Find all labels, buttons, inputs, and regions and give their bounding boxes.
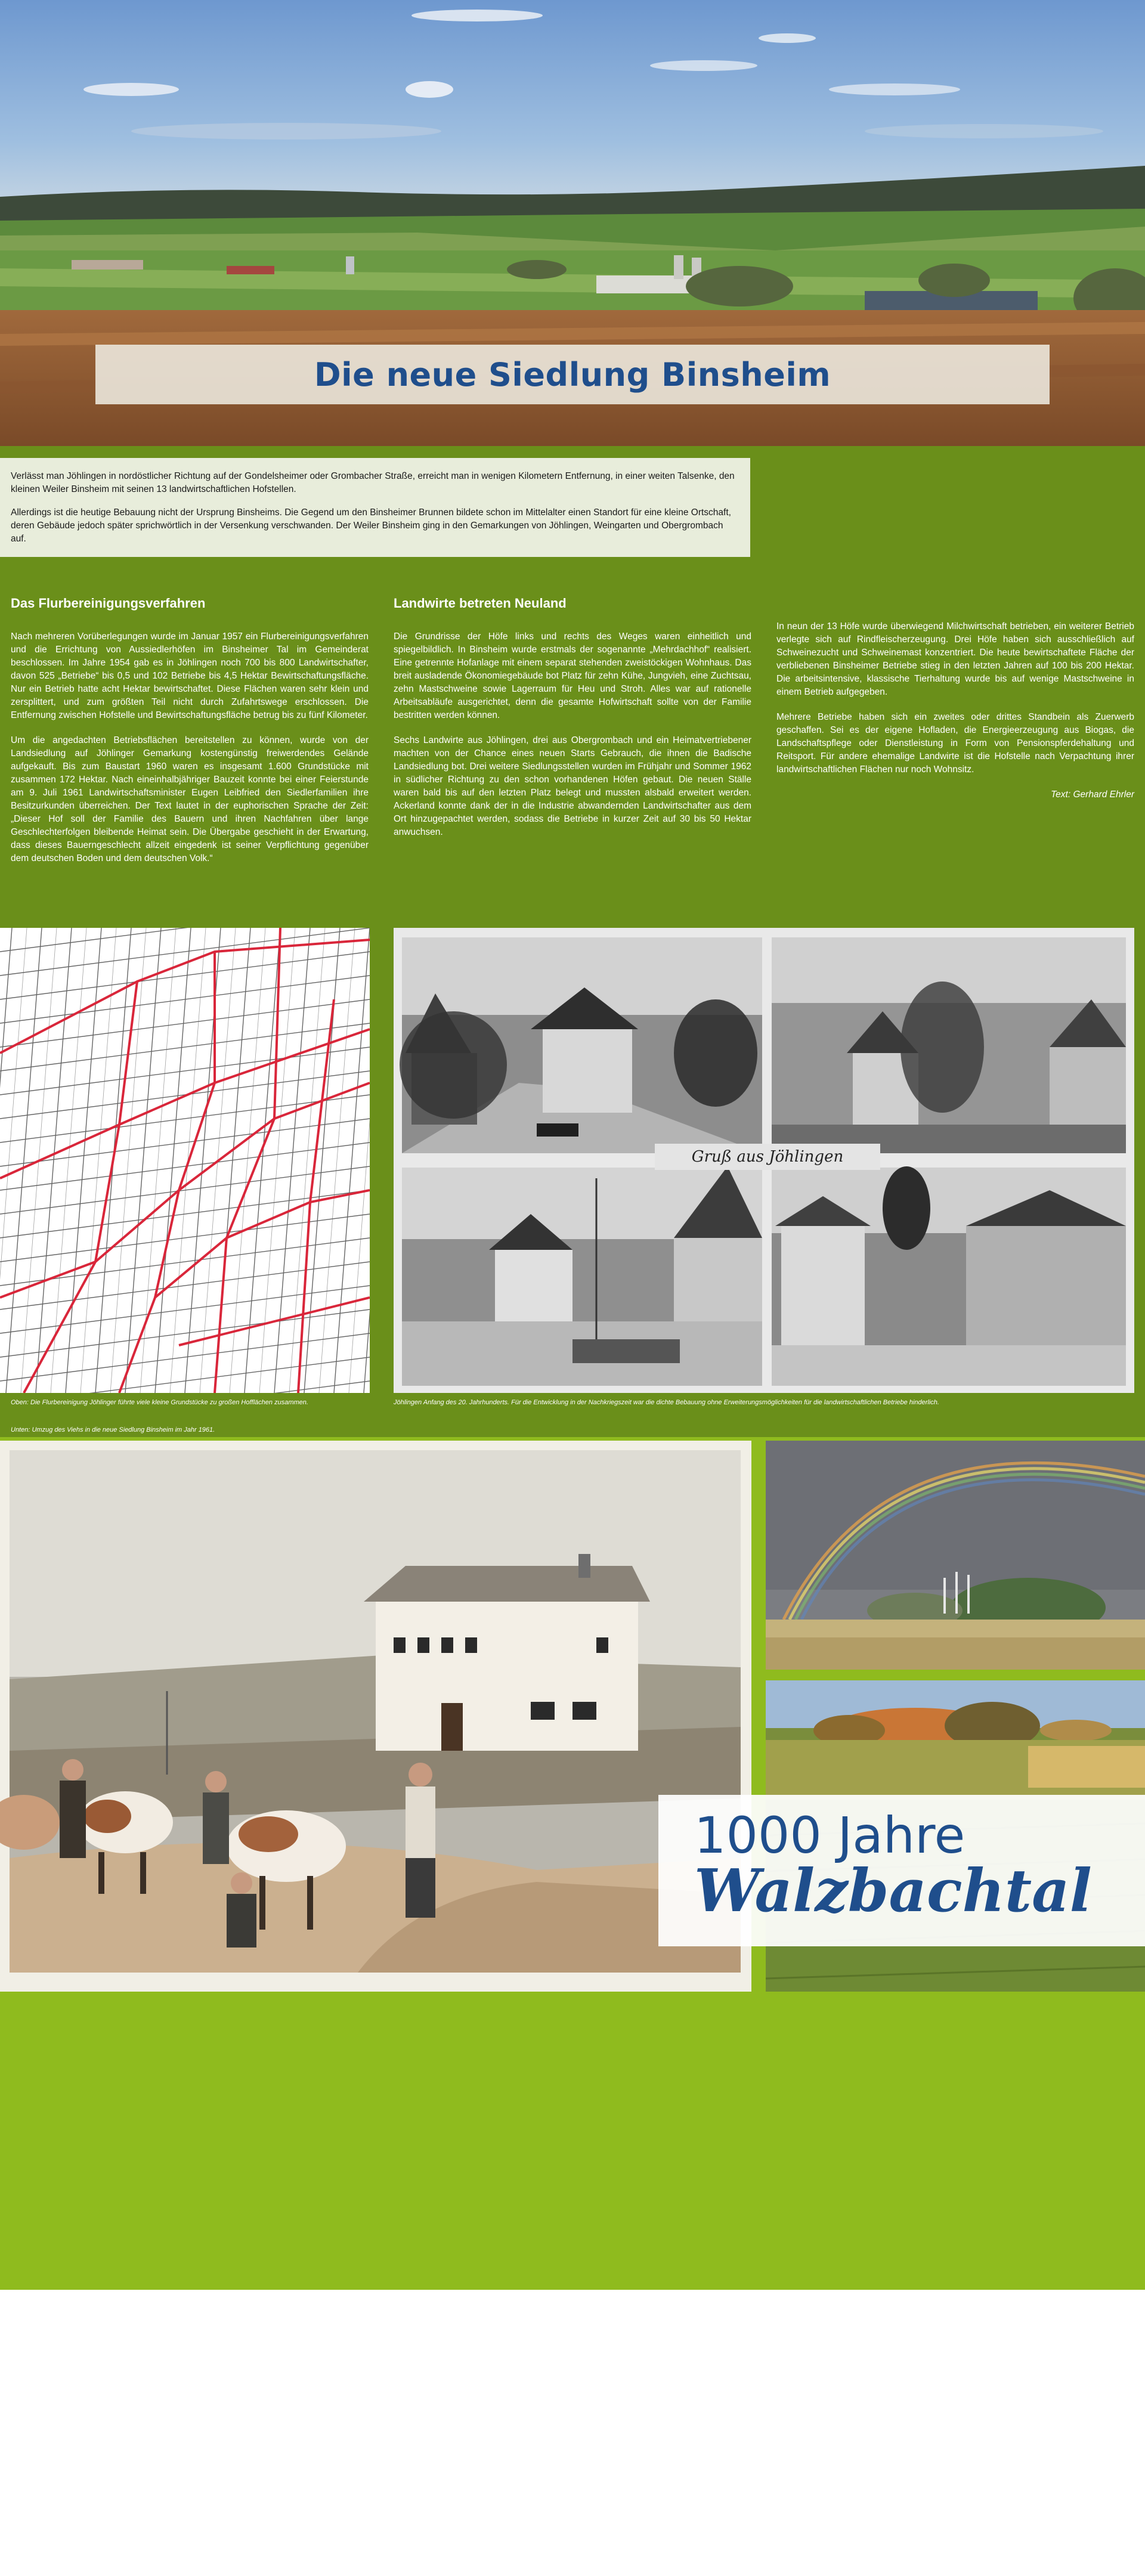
- title-band: [95, 345, 1050, 404]
- page-footer-blank: [0, 2290, 1145, 2576]
- column-2-heading: Landwirte betreten Neuland: [394, 596, 567, 611]
- anniversary-logo: [658, 1795, 1145, 1946]
- column-2-paragraph-2: Sechs Landwirte aus Jöhlingen, drei aus Obergrombach und ein Heimatvertriebener machten von der Chance eines neuen Starts Gebrauch, die ihnen die Badische Landsiedlung bot. Drei weitere Siedlungsstellen wurden im Frühjahr und Sommer 1962 in südlicher Richtung zu den schon vorhandenen Höfen gebaut. Die neuen Ställe waren bald bis auf den letzten Platz belegt und mussten alsbald erweitert werden. Ackerland konnte dank der in die Industrie abwandernden Landwirtschafter aus dem Ort hinzugepachtet werden, sodass die Betriebe in kurzer Zeit auf 30 bis 50 Hektar anwuchsen.: [394, 735, 751, 838]
- column-1-paragraph-2: Um die angedachten Betriebsflächen bereitstellen zu können, wurde von der Landsiedlung auf Jöhlinger Gemarkung kostengünstig freiwerdendes Gelände aufgekauft. Bis zum Baustart 1960 waren es insgesamt 1.600 Grundstücke mit zusammen 172 Hektar. Nach eineinhalbjähriger Bauzeit konnte bei einer Feierstunde am 9. Juli 1961 Landwirtschaftsminister Eugen Leibfried den Siedlerfamilien ihre Besitzurkunden überreichen. Der Text lautet in der euphorischen Sprache der Zeit: „Dieser Hof soll der Familie des Bauern und ihren Nachfahren über lange Geschlechterfolgen bleibende Heimat sein. Die Übergabe geschieht in der Erwartung, dass dieses Bauerngeschlecht allzeit eingedenk ist seiner Verpflichtung gegenüber dem deutschen Boden und dem deutschen Volk.“: [11, 735, 369, 864]
- map-caption: Oben: Die Flurbereinigung Jöhlinger führte viele kleine Grundstücke zu großen Hofflächen zusammen.: [11, 1399, 308, 1406]
- postcard-caption: Jöhlingen Anfang des 20. Jahrhunderts. Für die Entwicklung in der Nachkriegszeit war die dichte Bebauung ohne Erweiterungsmöglichkeiten für die landwirtschaftlichen Betriebe hinderlich.: [394, 1399, 939, 1406]
- anniversary-logo-name: Walzbachtal: [694, 1857, 1092, 1925]
- oxen-move-photo: [0, 1441, 751, 1992]
- column-flurbereinigung: [11, 594, 369, 877]
- rainbow-landscape-photo: [766, 1441, 1145, 1670]
- column-1-heading: Das Flurbereinigungsverfahren: [11, 596, 206, 611]
- column-3-paragraph-1: In neun der 13 Höfe wurde überwiegend Milchwirtschaft betrieben, ein weiterer Betrieb verlegte sich auf Rindfleischerzeugung. Drei Höfe haben sich ausschließlich auf Schweinezucht und Schweinemast konzentriert. Die heute bewirtschaftete Fläche der verbliebenen Binsheimer Betriebe stieg in den letzten Jahren auf 100 bis 200 Hektar. Die arbeitsintensive, klassische Tierhaltung wurde bis auf wenige Mastschweine in einem Betrieb aufgegeben.: [776, 621, 1134, 697]
- oxen-photo-caption: Unten: Umzug des Viehs in die neue Siedlung Binsheim im Jahr 1961.: [11, 1426, 215, 1433]
- anniversary-logo-years: 1000 Jahre: [694, 1806, 965, 1865]
- intro-paragraph-1: Verlässt man Jöhlingen in nordöstlicher Richtung auf der Gondelsheimer oder Grombacher Straße, erreicht man in wenigen Kilometern Entfernung, in einer weiten Talsenke, den kleinen Weiler Binsheim mit seinen 13 landwirtschaftlichen Hofstellen.: [11, 471, 735, 494]
- postcard-greeting-label: Gruß aus Jöhlingen: [655, 1144, 880, 1170]
- cadastral-map-image: [0, 928, 370, 1393]
- text-credit: Text: Gerhard Ehrler: [1051, 789, 1134, 800]
- column-betriebe: [776, 620, 1134, 813]
- column-3-paragraph-2: Mehrere Betriebe haben sich ein zweites oder drittes Standbein als Zuerwerb geschaffen. Sei es der eigene Hofladen, die Energieerzeugung aus Biogas, die Landschaftspflege oder Dienstleistung in Form von Pensionspferdehaltung und Reitsport. Für andere ehemalige Landwirte ist die Hofstelle nach Verpachtung ihrer landwirtschaftlichen Flächen nur noch Wohnsitz.: [776, 712, 1134, 775]
- column-neuland: [394, 594, 751, 851]
- column-2-paragraph-1: Die Grundrisse der Höfe links und rechts des Weges waren einheitlich und spiegelbildlich. In Binsheim wurde erstmals der sogenannte „Mehrdachhof“ realisiert. Eine getrennte Hofanlage mit einem separat stehenden zweistöckigen Wohnhaus. Das breit ausladende Ökonomiegebäude bot Platz für zehn Kühe, Jungvieh, eine Zuchtsau, zehn Mastschweine sowie Lagerraum für Heu und Stroh. Alles war auf rationelle Arbeitsabläufe ausgerichtet, denn die gesamte Hofwirtschaft sollte von der Familie bestritten werden können.: [394, 631, 751, 721]
- page-title: Die neue Siedlung Binsheim: [314, 355, 831, 394]
- intro-paragraph-2: Allerdings ist die heutige Bebauung nicht der Ursprung Binsheims. Die Gegend um den Binsheimer Brunnen bildete schon im Mittelalter einen Standort für eine kleine Ortschaft, deren Gebäude jedoch später sprichwörtlich in der Versenkung verschwanden. Der Weiler Binsheim ging in den Gemarkungen von Jöhlingen, Weingarten und Obergrombach auf.: [11, 507, 731, 544]
- intro-box: [0, 458, 750, 557]
- column-1-paragraph-1: Nach mehreren Vorüberlegungen wurde im Januar 1957 ein Flurbereinigungsverfahren und die Errichtung von Aussiedlerhöfen im Binsheimer Tal im Gemeinderat beschlossen. Im Jahre 1954 gab es in Jöhlingen noch 700 bis 800 Landwirtschafter, davon 525 „Betriebe“ bis 0,5 und 102 Betriebe bis 4,5 Hektar Bewirtschaftungsfläche. Nur ein Betrieb hatte acht Hektar bewirtschaftet. Diese Flächen waren sehr klein und zersplittert, und zum größten Teil nicht durch Zufahrtswege erschlossen. Die Entfernung zwischen Hofstelle und Bewirtschaftungsfläche betrug bis zu fünf Kilometer.: [11, 631, 369, 721]
